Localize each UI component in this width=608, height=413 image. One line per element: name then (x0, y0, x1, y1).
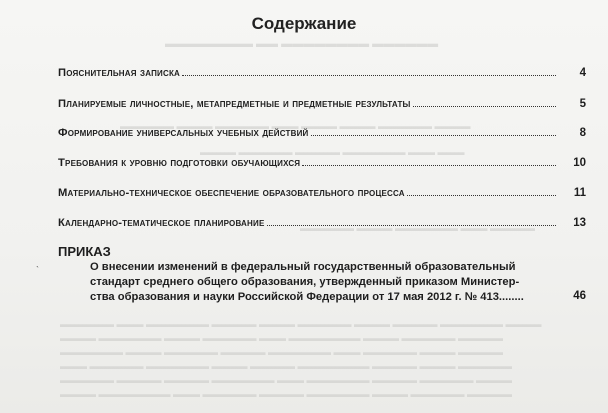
toc-entry[interactable] (58, 213, 586, 229)
toc-entry-label: Планируемые личностные, метапредметные и предметные результаты (58, 98, 411, 110)
order-page-number: 46 (573, 290, 586, 302)
toc-entry[interactable] (58, 94, 586, 110)
toc-entry[interactable] (58, 153, 586, 169)
show-through-text: ▬▬▬▬▬▬ ▬▬▬▬▬ ▬▬▬▬▬ ▬▬▬▬▬▬▬ ▬▬▬ ▬▬▬▬▬▬▬ ▬▬▬▬▬ ▬▬▬▬▬▬ ▬▬▬▬ (60, 375, 513, 385)
show-through-text: ▬▬▬▬▬▬ ▬▬▬▬ ▬▬▬▬▬▬▬ ▬▬▬ ▬▬▬▬▬ (300, 223, 536, 233)
toc-entry-page: 13 (573, 217, 586, 229)
toc-entry[interactable] (58, 63, 586, 79)
toc-leader-dots (302, 164, 556, 166)
toc-entry-page: 11 (573, 187, 586, 199)
page-title: Содержание (251, 14, 357, 33)
toc-entry-label: Пояснительная записка (58, 67, 181, 79)
toc-leader-dots (311, 134, 557, 136)
toc-leader-dots (182, 74, 556, 76)
show-through-text: ▬▬▬▬ ▬▬▬▬▬▬▬ ▬▬▬▬ ▬▬▬▬▬▬ ▬▬▬ ▬▬▬▬▬▬▬▬ ▬▬▬▬ ▬▬▬▬▬▬ ▬▬▬▬▬ (60, 333, 504, 343)
toc-entry-page: 10 (573, 157, 586, 169)
toc-entry[interactable] (58, 183, 586, 199)
stray-mark: ` (36, 265, 39, 275)
toc-entry-label: Материально-техническое обеспечение образовательного процесса (58, 187, 405, 199)
order-text-line[interactable]: ства образования и науки Российской Федерации от 17 мая 2012 г. № 413........ (90, 291, 524, 303)
toc-leader-dots (413, 105, 556, 107)
toc-leader-dots (407, 194, 556, 196)
show-through-text: ▬▬▬▬ ▬▬▬▬▬▬ ▬▬▬▬▬ ▬▬▬▬▬▬▬ ▬▬▬ ▬▬▬ (200, 147, 465, 157)
show-through-text: ▬▬▬▬▬▬▬ ▬▬▬▬ ▬▬▬▬▬▬ ▬▬▬▬▬ ▬▬▬▬▬▬▬ ▬▬▬ ▬▬▬▬▬▬ ▬▬▬▬ ▬▬▬▬▬ (60, 347, 504, 357)
show-through-text: ▬▬▬▬▬▬ ▬▬▬▬ ▬▬▬▬▬▬ ▬▬▬ ▬▬▬▬ ▬▬▬▬ ▬▬▬▬▬▬ ▬▬▬▬ (120, 121, 471, 131)
show-through-text: ▬▬▬▬▬▬ ▬▬▬ ▬▬▬▬▬▬▬ ▬▬▬▬▬ ▬▬▬▬ ▬▬▬▬▬▬ ▬▬▬▬ ▬▬▬▬▬ ▬▬▬▬▬▬▬ ▬▬▬▬ (60, 319, 542, 329)
toc-entry-label: Календарно-тематическое планирование (58, 217, 265, 229)
toc-leader-dots (267, 224, 557, 226)
toc-entry-page: 5 (579, 98, 586, 110)
order-text-line[interactable]: О внесении изменений в федеральный государственный образовательный (90, 261, 516, 273)
show-through-text: ▬▬▬▬▬▬ ▬▬▬▬▬▬▬▬ ▬▬ ▬▬▬▬▬▬▬▬ (165, 38, 439, 50)
order-text-line[interactable]: стандарт среднего общего образования, утвержденный приказом Министер- (90, 276, 520, 288)
show-through-text: ▬▬▬▬ ▬▬▬▬▬▬▬▬ ▬▬▬ ▬▬▬▬▬▬ ▬▬▬▬▬ ▬▬▬▬▬▬▬ ▬▬▬▬ ▬▬▬▬▬▬ ▬▬▬▬▬ (60, 389, 513, 399)
toc-entry-label: Формирование универсальных учебных действий (58, 127, 309, 139)
toc-entry-label: Требования к уровню подготовки обучающихся (58, 157, 301, 169)
toc-entry[interactable] (58, 123, 586, 139)
show-through-text: ▬▬▬ ▬▬▬▬▬▬ ▬▬▬▬▬▬▬ ▬▬▬▬ ▬▬▬▬▬ ▬▬▬▬▬▬▬▬ ▬▬▬▬▬ ▬▬▬▬ ▬▬▬▬▬▬ (60, 361, 513, 371)
toc-entry-page: 4 (579, 67, 586, 79)
order-heading: ПРИКАЗ (58, 244, 111, 259)
toc-entry-page: 8 (579, 127, 586, 139)
